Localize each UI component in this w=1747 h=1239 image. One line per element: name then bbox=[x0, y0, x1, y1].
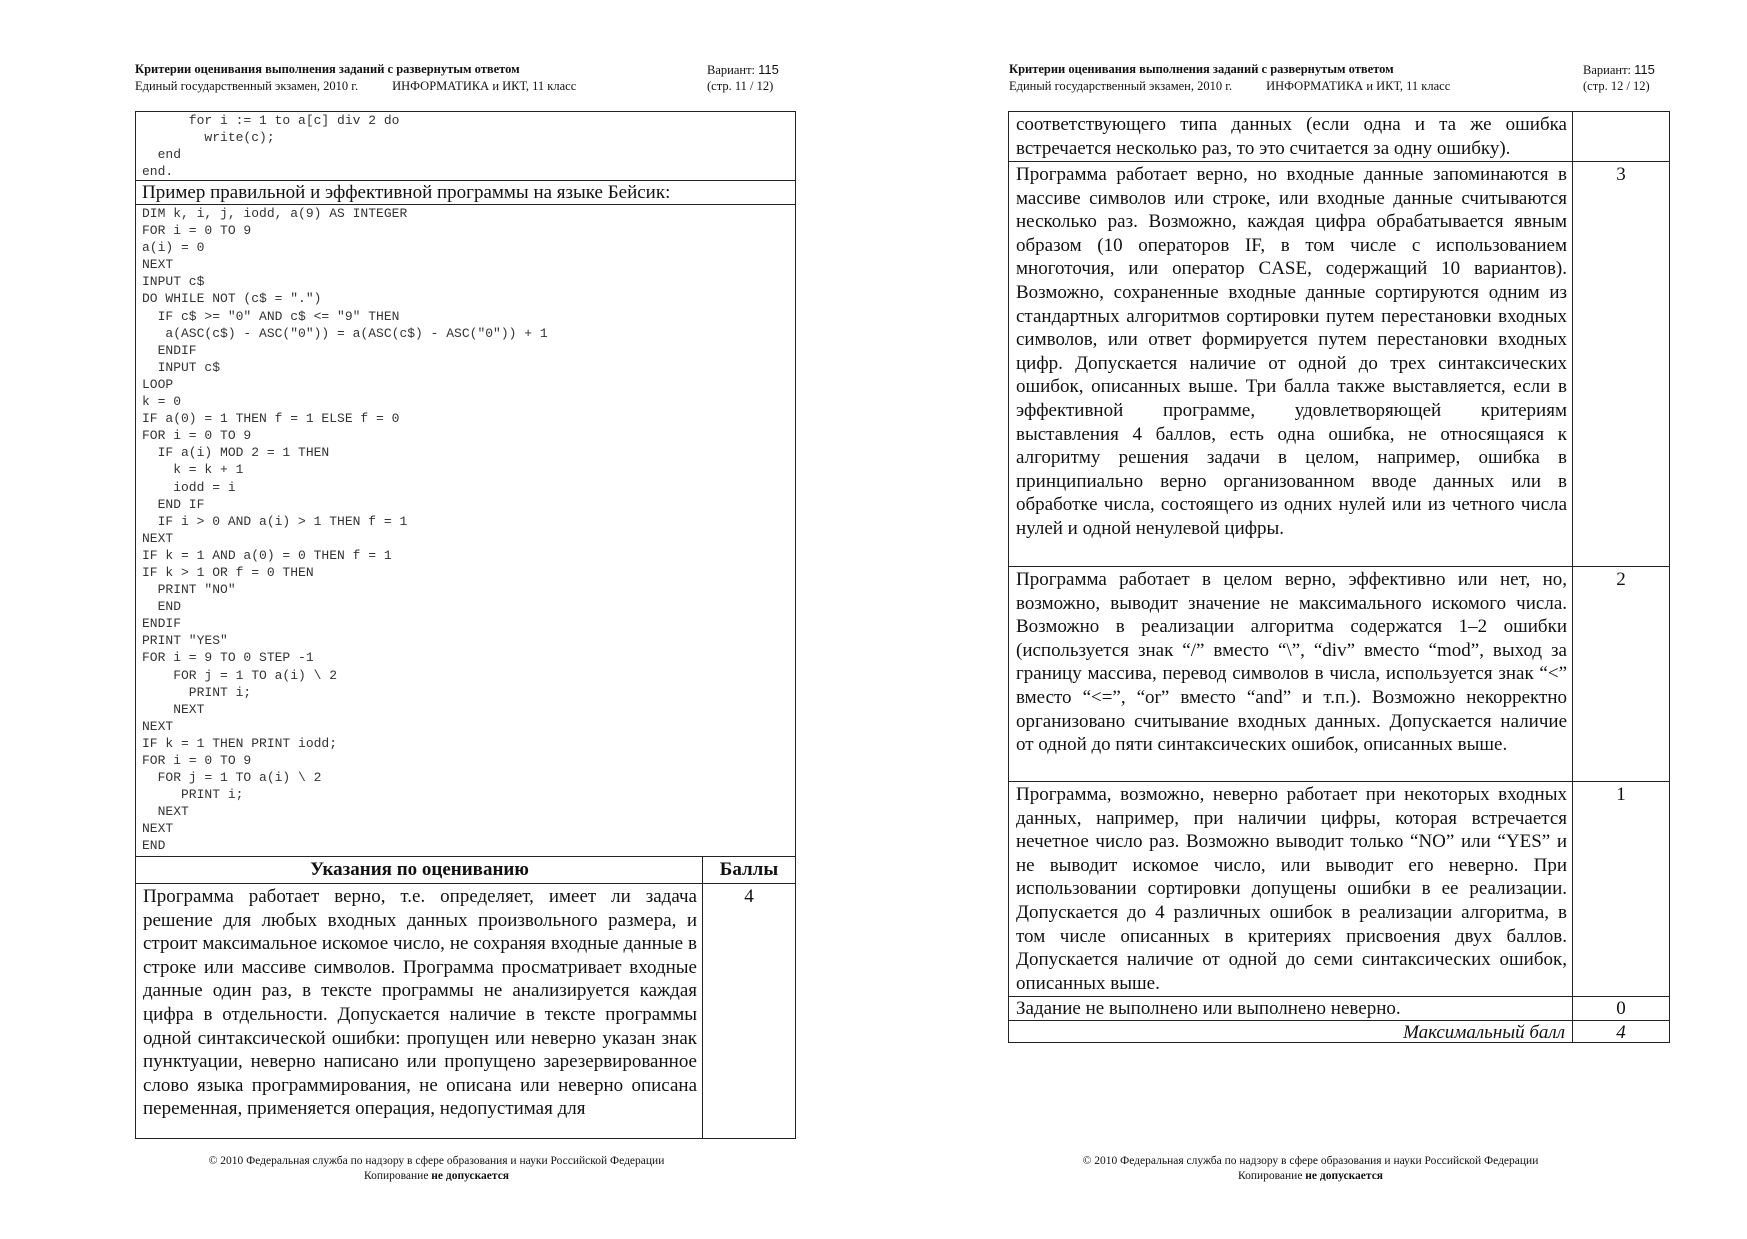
pascal-code-tail: for i := 1 to a[c] div 2 do write(c); end end. bbox=[142, 113, 400, 180]
page-header bbox=[1009, 62, 1671, 98]
score-column-header: Баллы bbox=[719, 859, 779, 880]
max-score-value: 4 bbox=[1616, 1022, 1626, 1043]
page-footer bbox=[874, 1154, 1747, 1184]
header-title: Критерии оценивания выполнения заданий с развернутым ответом bbox=[135, 62, 520, 76]
header-variant bbox=[1583, 62, 1671, 78]
page-header bbox=[135, 62, 795, 98]
footer-copy-note: Копирование не допускается bbox=[1237, 1170, 1384, 1182]
header-page-number: (стр. 11 / 12) bbox=[707, 79, 774, 93]
header-exam-line bbox=[135, 79, 576, 94]
criterion-0-text: Задание не выполнено или выполнено неверно. bbox=[1016, 998, 1401, 1019]
header-subject: ИНФОРМАТИКА и ИКТ, 11 класс bbox=[1266, 79, 1451, 93]
row-border bbox=[1009, 566, 1669, 567]
criterion-3-score: 3 bbox=[1616, 164, 1626, 185]
footer-copy-note: Копирование не допускается bbox=[363, 1170, 510, 1182]
page-11 bbox=[0, 0, 873, 1239]
variant-label: Вариант: bbox=[707, 63, 755, 77]
page-footer bbox=[0, 1154, 873, 1184]
basic-example-title: Пример правильной и эффективной программы на языке Бейсик: bbox=[142, 182, 671, 203]
criterion-4-score: 4 bbox=[744, 886, 754, 907]
basic-code: DIM k, i, j, iodd, a(9) AS INTEGER FOR i = 0 TO 9 a(i) = 0 NEXT INPUT c$ DO WHILE NOT (c$ = ".") IF c$ >= "0" AND c$ <= "9" THEN a(ASC(c$) - ASC("0")) = a(ASC(c$) - ASC("0")) + 1 ENDIF INPUT c$ LOOP k = 0 IF a(0) = 1 THEN f = 1 ELSE f = 0 FOR i = 0 TO 9 IF a(i) MOD 2 = 1 THEN k = k + 1 iodd = i END IF IF i > 0 AND a(i) > 1 THEN f = 1 NEXT IF k = 1 AND a(0) = 0 THEN f = 1 IF k > 1 OR f = 0 THEN PRINT "NO" END ENDIF PRINT "YES" FOR i = 9 TO 0 STEP -1 FOR j = 1 TO a(i) \ 2 PRINT i; NEXT NEXT IF k = 1 THEN PRINT iodd; FOR i = 0 TO 9 FOR j = 1 TO a(i) \ 2 PRINT i; NEXT NEXT END bbox=[142, 206, 548, 854]
header-page-number: (стр. 12 / 12) bbox=[1583, 79, 1650, 93]
table-header-border bbox=[136, 883, 795, 884]
criterion-0-score: 0 bbox=[1616, 998, 1626, 1019]
criterion-2-text: Программа работает в целом верно, эффективно или нет, но, возможно, выводит значение не максимального искомого числа. Возможно в реализации алгоритма содержатся 1–2 ошибки (используется знак “/” вместо “\”, “div” вместо “mod”, выход за границу массива, перевод символов в числа, используется знак “<” вместо “<=”, “or” вместо “and” и т.п.). Возможно некорректно организовано считывание входных данных. Допускается наличие от одной до пяти синтаксических ошибок, описанных выше. bbox=[1016, 569, 1567, 756]
criterion-2-score: 2 bbox=[1616, 569, 1626, 590]
solution-frame bbox=[135, 111, 796, 1139]
divider bbox=[136, 180, 795, 181]
header-title: Критерии оценивания выполнения заданий с развернутым ответом bbox=[1009, 62, 1394, 76]
variant-label: Вариант: bbox=[1583, 63, 1631, 77]
page-12 bbox=[874, 0, 1747, 1239]
max-score-label: Максимальный балл bbox=[1403, 1022, 1565, 1043]
criteria-column-header: Указания по оцениванию bbox=[310, 859, 529, 880]
header-exam: Единый государственный экзамен, 2010 г. bbox=[1009, 79, 1233, 93]
criterion-4-continued: соответствующего типа данных (если одна и та же ошибка встречается несколько раз, то это считается за одну ошибку). bbox=[1016, 114, 1567, 159]
row-border bbox=[1009, 1020, 1669, 1021]
header-variant bbox=[707, 62, 795, 78]
criterion-3-text: Программа работает верно, но входные данные запоминаются в массиве символов или строке, или входные данные считываются несколько раз. Возможно, каждая цифра обрабатывается явным образом (10 операторов IF, в том числе с использованием многоточия, или оператор CASE, содержащий 10 вариантов). Возможно, сохраненные входные данные сортируются одним из стандартных алгоритмов сортировки путем перестановки входных символов, или ответ формируется путем перестановки входных цифр. Допускается наличие от одной до трех синтаксических ошибок, описанных выше. Три балла также выставляется, если в эффективной программе, удовлетворяющей критериям выставления 4 баллов, есть одна ошибка, не относящаяся к алгоритму решения задачи в целом, например, ошибка в принципиально верно организованном вводе данных или в обработке числа, состоящего из одних нулей или из четного числа нулей и одной ненулевой цифры. bbox=[1016, 164, 1567, 539]
variant-number: 115 bbox=[1634, 62, 1655, 77]
criterion-1-score: 1 bbox=[1616, 784, 1626, 805]
row-border bbox=[1009, 781, 1669, 782]
row-border bbox=[1009, 161, 1669, 162]
criterion-4-text: Программа работает верно, т.е. определяет, имеет ли задача решение для любых входных данных произвольного размера, и строит максимальное искомое число, не сохраняя входные данные в строке или массиве символов. Программа просматривает входные данные один раз, в тексте программы не анализируется каждая цифра в отдельности. Допускается наличие в тексте программы одной синтаксической ошибки: пропущен или неверно указан знак пунктуации, неверно написано или пропущено зарезервированное слово языка программирования, не описана или неверно описана переменная, применяется операция, недопустимая для bbox=[143, 886, 697, 1120]
criteria-table bbox=[1008, 111, 1670, 1043]
header-exam-line bbox=[1009, 79, 1450, 94]
footer-copyright: © 2010 Федеральная служба по надзору в сфере образования и науки Российской Федерации bbox=[208, 1155, 665, 1167]
criterion-1-text: Программа, возможно, неверно работает при некоторых входных данных, например, при наличии цифры, которая встречается нечетное число раз. Возможно выводит только “NO” или “YES” и не выводит искомое число, или выводит его неверно. При использовании сортировки допущены ошибки в ее реализации. Допускается до 4 различных ошибок в реализации алгоритма, в том числе описанных в критериях присвоения двух баллов. Допускается наличие от одной до семи синтаксических ошибок, описанных выше. bbox=[1016, 784, 1567, 994]
footer-copyright: © 2010 Федеральная служба по надзору в сфере образования и науки Российской Федерации bbox=[1082, 1155, 1539, 1167]
header-subject: ИНФОРМАТИКА и ИКТ, 11 класс bbox=[392, 79, 577, 93]
header-exam: Единый государственный экзамен, 2010 г. bbox=[135, 79, 359, 93]
variant-number: 115 bbox=[758, 62, 779, 77]
